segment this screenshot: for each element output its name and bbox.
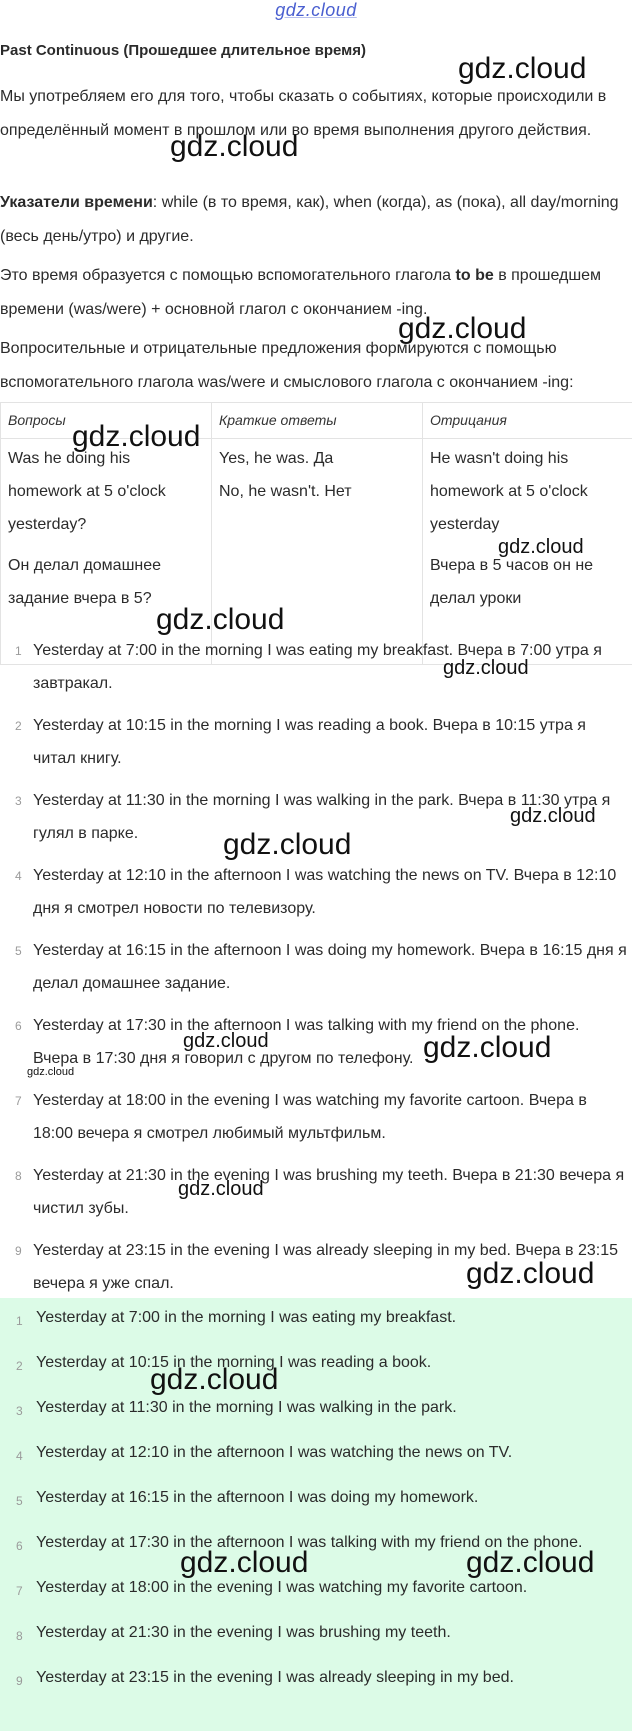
intro-paragraph: Мы употребляем его для того, чтобы сказать о событиях, которые происходили в определённый момент в прошлом или во время выполнения другого действия. (0, 88, 607, 139)
item-number: 3 (15, 794, 22, 808)
item-text: Yesterday at 18:00 in the evening I was watching my favorite cartoon. Вчера в 18:00 вечера я смотрел любимый мультфильм. (33, 1092, 587, 1142)
watermark: gdz.cloud (72, 420, 201, 453)
item-text: Yesterday at 7:00 in the morning I was eating my breakfast. Вчера в 7:00 утра я завтракал. (33, 642, 602, 692)
item-number: 3 (16, 1404, 23, 1418)
watermark: gdz.cloud (466, 1257, 595, 1290)
watermark: gdz.cloud (458, 52, 587, 85)
watermark: gdz.cloud (150, 1363, 279, 1396)
table-header-negatives: Отрицания (423, 403, 632, 439)
watermark: gdz.cloud (27, 1066, 75, 1078)
examples-list (0, 634, 632, 1309)
item-text: Yesterday at 12:10 in the afternoon I was watching the news on TV. (36, 1444, 513, 1461)
table-header-short-answers: Краткие ответы (212, 403, 423, 439)
item-number: 9 (16, 1674, 23, 1688)
short-answer-yes: Yes, he was. Да (219, 450, 334, 467)
item-text: Yesterday at 21:30 in the evening I was brushing my teeth. Вчера в 21:30 вечера я чистил зубы. (33, 1167, 625, 1217)
item-number: 1 (15, 644, 22, 658)
page-heading: Past Continuous (Прошедшее длительное время) (0, 42, 366, 59)
formation-paragraph (0, 259, 620, 327)
item-number: 6 (15, 1019, 22, 1033)
item-number: 9 (15, 1244, 22, 1258)
watermark: gdz.cloud (443, 657, 529, 679)
item-text: Yesterday at 23:15 in the evening I was already sleeping in my bed. Вчера в 23:15 вечера я уже спал. (33, 1242, 618, 1292)
item-text: Yesterday at 10:15 in the morning I was reading a book. Вчера в 10:15 утра я читал книгу. (33, 717, 586, 767)
item-text: Yesterday at 12:10 in the afternoon I was watching the news on TV. Вчера в 12:10 дня я смотрел новости по телевизору. (33, 867, 617, 917)
formation-bold: to be (455, 267, 494, 284)
negative-en: He wasn't doing his homework at 5 o'clock yesterday (430, 450, 588, 533)
watermark: gdz.cloud (223, 828, 352, 861)
item-number: 6 (16, 1539, 23, 1553)
item-number: 8 (15, 1169, 22, 1183)
short-answer-no: No, he wasn't. Нет (219, 483, 352, 500)
item-text: Yesterday at 17:30 in the afternoon I was talking with my friend on the phone. (36, 1534, 583, 1551)
list-item (0, 1084, 632, 1150)
item-number: 7 (15, 1094, 22, 1108)
time-markers-text: : while (в то время, как), when (когда), as (пока), all day/morning (весь день/утро) и другие. (0, 194, 619, 245)
item-text: Yesterday at 17:30 in the afternoon I was talking with my friend on the phone. Вчера в 17:30 дня я говорил с другом по телефону. (33, 1017, 580, 1067)
list-item (0, 1615, 632, 1651)
item-number: 7 (16, 1584, 23, 1598)
item-text: Yesterday at 16:15 in the afternoon I was doing my homework. Вчера в 16:15 дня я делал домашнее задание. (33, 942, 627, 992)
watermark: gdz.cloud (498, 536, 584, 558)
item-text: Yesterday at 21:30 in the evening I was brushing my teeth. (36, 1624, 451, 1641)
list-item (0, 1480, 632, 1516)
watermark: gdz.cloud (180, 1546, 309, 1579)
time-markers-paragraph (0, 186, 620, 254)
item-text: Yesterday at 7:00 in the morning I was eating my breakfast. (36, 1309, 457, 1326)
list-item (0, 1660, 632, 1696)
negative-ru: Вчера в 5 часов он не делал уроки (430, 557, 594, 607)
watermark: gdz.cloud (170, 130, 299, 163)
time-markers-label: Указатели времени (0, 194, 153, 211)
watermark: gdz.cloud (178, 1178, 264, 1200)
item-number: 1 (16, 1314, 23, 1328)
list-item (0, 1300, 632, 1336)
list-item (0, 634, 632, 700)
item-number: 4 (16, 1449, 23, 1463)
item-number: 5 (15, 944, 22, 958)
list-item (0, 709, 632, 775)
question-ru: Он делал домашнее задание вчера в 5? (8, 557, 162, 607)
item-number: 4 (15, 869, 22, 883)
watermark: gdz.cloud (423, 1031, 552, 1064)
list-item (0, 1159, 632, 1225)
formation-before: Это время образуется с помощью вспомогательного глагола (0, 267, 456, 284)
item-text: Yesterday at 18:00 in the evening I was watching my favorite cartoon. (36, 1579, 528, 1596)
answers-list (0, 1300, 632, 1705)
watermark: gdz.cloud (398, 312, 527, 345)
item-text: Yesterday at 16:15 in the afternoon I was doing my homework. (36, 1489, 479, 1506)
question-en: Was he doing his homework at 5 o'clock yesterday? (8, 450, 166, 533)
watermark: gdz.cloud (156, 603, 285, 636)
list-item (0, 1345, 632, 1381)
watermark: gdz.cloud (510, 805, 596, 827)
list-item (0, 859, 632, 925)
formation-after: в прошедшем времени (was/were) + основной глагол с окончанием -ing. (0, 267, 602, 318)
item-number: 2 (15, 719, 22, 733)
item-text: Yesterday at 11:30 in the morning I was walking in the park. Вчера в 11:30 утра я гулял в парке. (33, 792, 611, 842)
watermark: gdz.cloud (466, 1546, 595, 1579)
list-item (0, 1435, 632, 1471)
item-number: 2 (16, 1359, 23, 1373)
list-item (0, 1390, 632, 1426)
item-text: Yesterday at 10:15 in the morning I was reading a book. (36, 1354, 432, 1371)
item-text: Yesterday at 11:30 in the morning I was walking in the park. (36, 1399, 457, 1416)
site-logo[interactable]: gdz.cloud (275, 0, 357, 20)
item-number: 8 (16, 1629, 23, 1643)
item-number: 5 (16, 1494, 23, 1508)
list-item (0, 934, 632, 1000)
table-header-questions: Вопросы (1, 403, 212, 439)
watermark: gdz.cloud (183, 1030, 269, 1052)
item-text: Yesterday at 23:15 in the evening I was already sleeping in my bed. (36, 1669, 514, 1686)
questions-note-paragraph: Вопросительные и отрицательные предложения формируются с помощью вспомогательного глагола was/were и смыслового глагола с окончанием -ing: (0, 340, 574, 391)
